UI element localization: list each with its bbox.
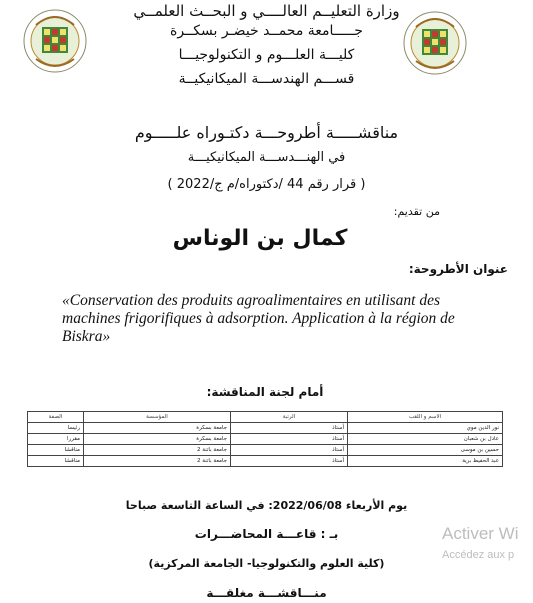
presenter-label: من تقديم: — [393, 205, 440, 218]
thesis-title: «Conservation des produits agroalimentaires en utilisant des machines frigorifiques à adsorption. Application à la région de Biskra» — [62, 292, 455, 345]
jury-table — [27, 411, 503, 467]
decision-number: ( قرار رقم 44 /دكتوراه/م ج/2022 ) — [167, 177, 366, 192]
jury-member-institution: جامعة باتنة 2 — [84, 445, 231, 456]
jury-row — [28, 423, 503, 434]
jury-col-institution: المؤسسة — [84, 412, 231, 423]
jury-member-institution: جامعة باتنة 2 — [84, 456, 231, 467]
jury-col-rank: الرتبة — [231, 412, 348, 423]
jury-member-role: مقررا — [28, 434, 84, 445]
defense-title: مناقشـــــة أطروحـــة دكتـوراه علـــــوم — [134, 123, 399, 142]
jury-row — [28, 434, 503, 445]
defense-field: في الهنـــدســـة الميكانيكيـــة — [187, 150, 346, 165]
defense-location: (كلية العلوم والتكنولوجيا- الجامعة المركزية) — [148, 557, 385, 570]
defense-room: بـ : قاعـــة المحاضـــرات — [194, 527, 339, 541]
jury-member-rank: أستاذ — [231, 434, 348, 445]
jury-label: أمام لجنة المناقشة: — [206, 385, 324, 399]
jury-member-role: مناقشا — [28, 445, 84, 456]
jury-member-institution: جامعة بسكرة — [84, 423, 231, 434]
jury-member-role: رئيسا — [28, 423, 84, 434]
jury-member-name: حسين بن موسى — [348, 445, 503, 456]
thesis-label: عنوان الأطروحة: — [408, 262, 508, 276]
jury-member-rank: أستاذ — [231, 456, 348, 467]
jury-col-name: الاسم و اللقب — [348, 412, 503, 423]
jury-row — [28, 456, 503, 467]
jury-member-name: عبد الحفيظ برية — [348, 456, 503, 467]
department-name: قســـم الهندســـة الميكانيكيــة — [178, 71, 355, 87]
jury-member-rank: أستاذ — [231, 423, 348, 434]
ministry-name: وزارة التعليــم العالــــي و البحــث العلمــي — [133, 2, 400, 20]
jury-member-institution: جامعة بسكرة — [84, 434, 231, 445]
defense-status: منـــاقشـــة مغلقـــة — [206, 586, 327, 600]
defense-date: يوم الأربعاء 2022/06/08: في الساعة التاسعة صباحا — [125, 499, 408, 512]
jury-header-row — [28, 412, 503, 423]
jury-row — [28, 445, 503, 456]
activation-watermark-subtitle: Accédez aux p — [442, 549, 515, 561]
jury-member-role: مناقشا — [28, 456, 84, 467]
university-name: جـــــامعة محمــد خيضـر بسكــرة — [170, 23, 363, 39]
activation-watermark-title: Activer Wi — [442, 524, 519, 543]
jury-member-name: عادل بن شعبان — [348, 434, 503, 445]
jury-member-name: نور الدين موي — [348, 423, 503, 434]
presenter-name: كمال بن الوناس — [172, 226, 348, 251]
faculty-name: كليـــة العلـــوم و التكنولوجيـــا — [178, 47, 355, 63]
jury-member-rank: أستاذ — [231, 445, 348, 456]
jury-col-role: الصفة — [28, 412, 84, 423]
